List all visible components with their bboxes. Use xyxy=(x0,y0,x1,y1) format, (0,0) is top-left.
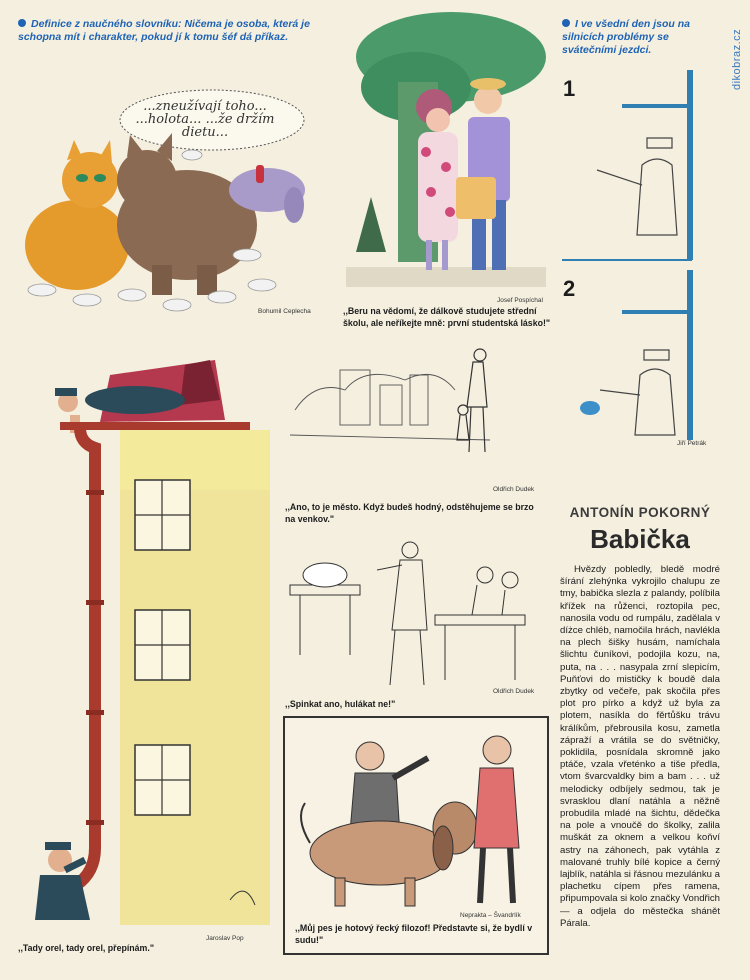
dog-cartoon-frame xyxy=(283,716,549,955)
cartoon-dog xyxy=(285,718,547,908)
site-watermark: dikobraz.cz xyxy=(731,28,743,90)
credit-dudek-1: Oldřich Dudek xyxy=(493,486,535,493)
caption-student: ,,Beru na vědomí, že dálkově studujete střední školu, ale neříkejte mně: první studentská lásko!" xyxy=(343,306,551,328)
definition-text: Definice z naučného slovníku: Ničema je osoba, která je schopna mít i charakter, pokud jí k tomu šéf dá příkaz. xyxy=(18,18,310,43)
article-author: ANTONÍN POKORNÝ xyxy=(569,505,711,520)
cartoon-tree-couple xyxy=(346,12,551,292)
credit-neprakta: Neprakta – Švandrlík xyxy=(460,912,521,919)
credit-dudek-2: Oldřich Dudek xyxy=(493,688,535,695)
panel-number-1: 1 xyxy=(563,76,576,101)
credit-pospichal: Josef Pospíchal xyxy=(497,297,543,304)
cartoon-traffic-panels xyxy=(562,70,702,440)
caption-roof: ,,Tady orel, tady orel, přepínám." xyxy=(18,943,154,953)
article-title: Babička xyxy=(590,524,690,554)
panel-number-2: 2 xyxy=(563,276,576,301)
caption-restaurant: ,,Spinkat ano, hulákat ne!" xyxy=(285,699,396,709)
thought-bubble-text: ...zneužívají toho... ...holota... ...že držím dietu... xyxy=(135,99,275,140)
cartoon-drainpipe xyxy=(40,360,280,930)
cartoon-restaurant xyxy=(285,530,545,690)
credit-ceplecha: Bohumil Ceplecha xyxy=(258,308,311,315)
bullet-icon xyxy=(18,19,26,27)
cartoon-city xyxy=(285,340,510,460)
caption-city: ,,Ano, to je město. Když budeš hodný, odstěhujeme se brzo na venkov." xyxy=(285,502,534,524)
article-body: Hvězdy pobledly, bledě modré šírání zlehýnka vykrojilo chalupu ze tmy, babička slezla z palandy, políbila křížek na růženci, roztopila pec, nanosila vodu od rumpálu, zadělala v díżce chléb, namočila hrách, navlékla na plech šišky husám, namíchala šlichtu čuníkovi, podojila kozu, na, puta, na . . . nasypala zrní slepicím, Puňťovi do mističky k boudě dala zbytky od večeře, pak skočila přes plot pro pírko a když už byla za plotem, nasíkla do fěrtůšku trávu králíkům, přebrousila kosu, zametla zápraží a vrátila se do světničky, poklidila, posnídala skromně jako ptáče, vzala vřeténko a tiše předla, vtom švarcvaldky bim a bam . . . už melodicky odbíjely sedmou, tak je svrasklou dlaní natáhla a něžně probudila mladé na šichtu, dědečka na pole a vnoučě do školky, zalila muškát za oknem a velkou koňví astry na záhonech, pak vytáhla z malované truhly bílé kopice a černý lajblík, natáhla si řásnou mezulánku a plachetku cípem přes ramena, připumpovala si kolo značky Vondřich — a odjela do městečka shánět Párala. xyxy=(560,564,720,929)
bullet-icon xyxy=(562,19,570,27)
caption-dog: ,,Můj pes je hotový řecký filozof! Představte si, že bydlí v sudu!" xyxy=(295,923,533,945)
credit-petrak: Jiří Petrák xyxy=(677,440,707,447)
traffic-text: I ve všední den jsou na silnicích problémy se svátečními jezdci. xyxy=(562,18,690,56)
credit-pop: Jaroslav Pop xyxy=(206,935,244,942)
